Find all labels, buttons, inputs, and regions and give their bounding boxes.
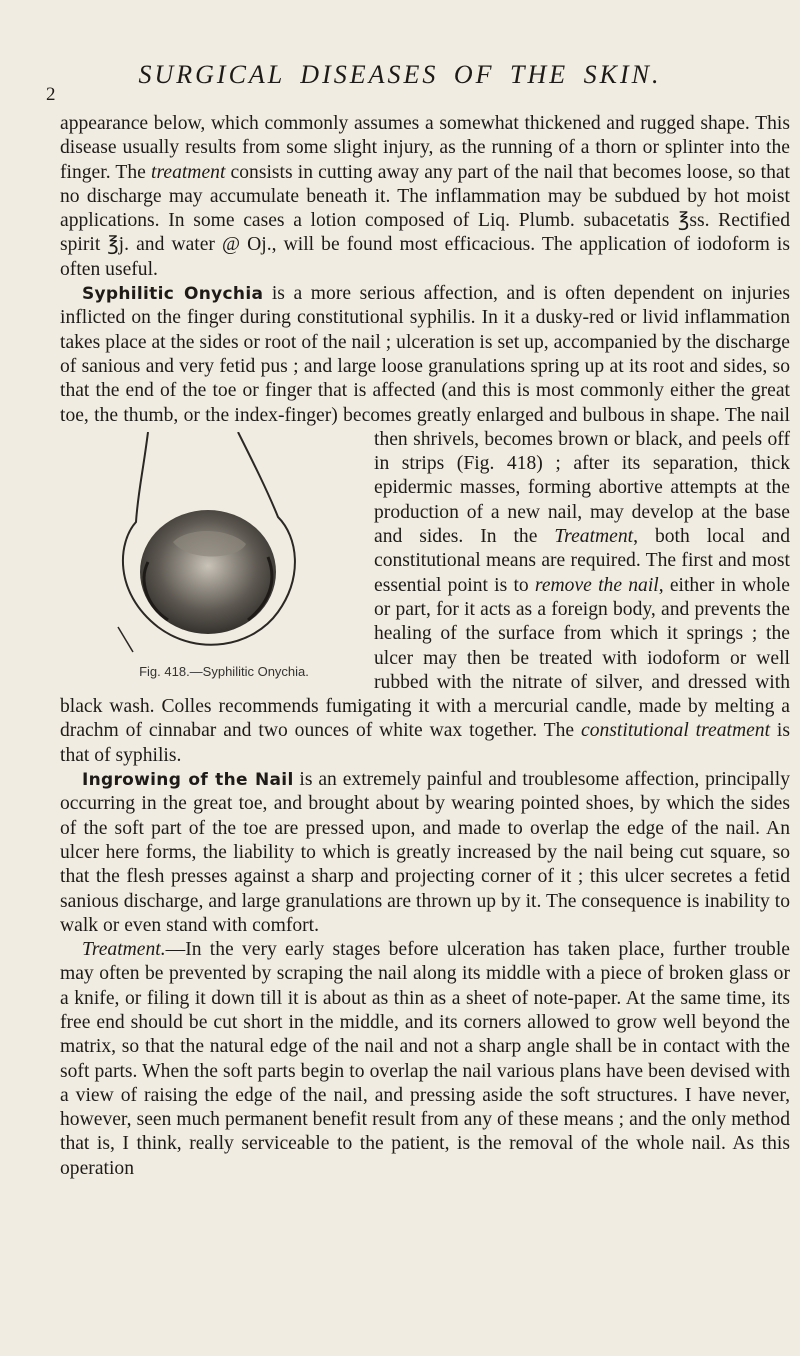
figure-caption: Fig. 418.—Syphilitic Onychia. — [139, 663, 309, 679]
paragraph: appearance below, which commonly assumes a somewhat thickened and rugged shape. This disease usually results from some slight injury, as the running of a thorn or splinter into the finger. The treatment consists in cutting away any part of the nail that becomes loose, so that no discharge may accumulate beneath it. The inflammation may be subdued by hot moist applications. In some cases a lotion composed of Liq. Plumb. subacetatis ℥ss. Rectified spirit ℥j. and water @ Oj., will be found most efficacious. The application of iodoform is often useful. — [60, 113, 791, 280]
figure-418 — [58, 432, 368, 680]
flowing-text — [60, 112, 790, 1181]
section-heading: Syphilitic Onychia — [82, 284, 264, 305]
section-heading: Ingrowing of the Nail — [82, 770, 294, 791]
paragraph-ingrowing-nail: Ingrowing of the Nail is an extremely painful and troublesome affection, principally occurring in the great toe, and brought about by wearing pointed shoes, by which the sides of the soft part of the toe are pressed upon, and made to overlap the edge of the nail. An ulcer here forms, the liability to which is greatly increased by the nail being cut square, so that the flesh presses against a sharp and projecting corner of it ; this ulcer secretes a fetid sanious discharge, and large granulations are thrown up by it. The consequence is inability to walk or even stand with comfort. — [60, 769, 790, 936]
paragraph-treatment: Treatment.—In the very early stages before ulceration has taken place, further trouble may often be prevented by scraping the nail along its middle with a piece of broken glass or a knife, or filing it down till it is about as thin as a sheet of note-paper. At the same time, its free end should be cut short in the middle, and its corners allowed to grow well beyond the matrix, so that the natural edge of the nail and not a sharp angle shall be in contact with the soft parts. When the soft parts begin to overlap the nail various plans have been devised with a view of raising the edge of the nail, and pressing aside the soft structures. I have never, however, seen much permanent benefit result from any of these means ; and the only method that is, I think, really serviceable to the patient, is the removal of the whole nail. As this operation — [60, 939, 790, 1179]
page-number: 2 — [46, 84, 56, 105]
syphilitic-onychia-illustration — [78, 432, 348, 662]
running-head: SURGICAL DISEASES OF THE SKIN. — [138, 60, 662, 89]
paragraph-syphilitic-onychia: Syphilitic Onychia is a more serious affection, and is often dependent on injuries inflicted on the finger during constitutional syphilis. In it a dusky-red or livid inflammation takes place at the sides or root of the nail ; ulceration is set up, accompanied by the discharge of sanious and very fetid pus ; and large loose granulations spring up at its root and sides, so that the end of the toe or finger that is affected (and this is most commonly either the great toe, the thumb, or the index-finger) becomes greatly enlarged and Fig. 418.—Syphilitic Onychia. bulbous in shape. The nail then shrivels, becomes brown or black, and peels off in strips (Fig. 418) ; after its separation, thick epidermic masses, forming abortive attempts at the production of a new nail, may develop at the base and sides. In the Treatment, both local and constitutional means are required. The first and most essential point is to remove the nail, either in whole or part, for it acts as a foreign body, and prevents the healing of the surface from which it springs ; the ulcer may then be treated with iodoform or well rubbed with the nitrate of silver, and dressed with black wash. Colles recommends fumigating it with a mercurial candle, made by melting a drachm of cinnabar and two ounces of white wax together. The constitutional treatment is that of syphilis. — [60, 283, 791, 766]
